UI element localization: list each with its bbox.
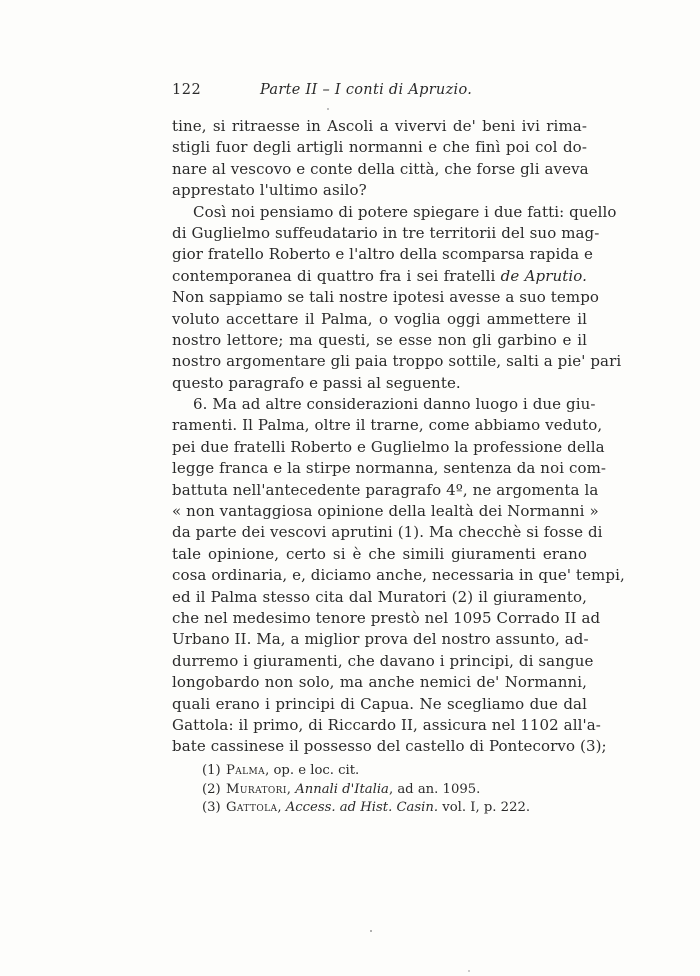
text-line: quali erano i principi di Capua. Ne scegliamo due dal (172, 694, 587, 713)
footnote-text: , ad an. 1095. (388, 781, 481, 797)
text-line: durremo i giuramenti, che davano i principi, di sangue (172, 651, 594, 670)
text-line: tale opinione, certo si è che simili giuramenti erano (172, 544, 587, 563)
page-number: 122 (172, 82, 202, 98)
text-line: ramenti. Il Palma, oltre il trarne, come abbiamo veduto, (172, 416, 603, 435)
scan-speck (370, 930, 372, 932)
running-title: Parte II – I conti di Apruzio. (260, 82, 473, 98)
italic-term: de Aprutio. (500, 266, 587, 285)
footnote-separator: , (277, 800, 286, 815)
text-line: « non vantaggiosa opinione della lealtà dei Normanni » (172, 502, 599, 521)
text-line: Gattola: il primo, di Riccardo II, assicura nel 1102 all'a- (172, 715, 601, 734)
text-line: legge franca e la stirpe normanna, sentenza da noi com- (172, 459, 607, 478)
text-line (172, 266, 587, 287)
text-line: questo paragrafo e passi al seguente. (172, 373, 461, 392)
section-6-start-line: 6. Ma ad altre considerazioni danno luogo i due giu- (193, 395, 596, 414)
text-line: pei due fratelli Roberto e Guglielmo la professione della (172, 437, 605, 456)
footnote-author: Muratori (226, 781, 287, 797)
text-line: che nel medesimo tenore prestò nel 1095 Corrado II ad (172, 608, 601, 627)
footnote-2 (202, 781, 582, 800)
text-line: nostro lettore; ma questi, se esse non gli garbino e il (172, 330, 587, 349)
footnote-1 (202, 762, 582, 781)
footnote-number: (1) (202, 763, 221, 778)
footnote-3 (202, 799, 582, 818)
footnote-number: (3) (202, 800, 221, 815)
text-line: nare al vescovo e conte della città, che forse gli aveva (172, 159, 589, 178)
text-line: battuta nell'antecedente paragrafo 4º, ne argomenta la (172, 480, 599, 499)
text-span: contemporanea di quattro fra i sei fratelli (172, 266, 501, 285)
scan-speck (468, 970, 470, 972)
footnote-separator: , (286, 781, 296, 797)
text-line: di Guglielmo suffeudatario in tre territorii del suo mag- (172, 223, 600, 242)
text-line: stigli fuor degli artigli normanni e che finì poi col do- (172, 138, 587, 157)
footnote-text: , op. e loc. cit. (265, 763, 360, 778)
text-line: da parte dei vescovi aprutini (1). Ma checchè si fosse di (172, 523, 603, 542)
footnotes (202, 762, 582, 818)
text-line: tine, si ritraesse in Ascoli a vivervi de' beni ivi rima- (172, 117, 587, 135)
text-line: ed il Palma stesso cita dal Muratori (2) il giuramento, (172, 587, 587, 606)
paragraph-start-line: Così noi pensiamo di potere spiegare i due fatti: quello (193, 202, 617, 221)
text-line: gior fratello Roberto e l'altro della scomparsa rapida e (172, 245, 593, 264)
footnote-title: Annali d'Italia (295, 781, 389, 797)
running-head (172, 80, 572, 100)
footnote-title: Access. ad Hist. Casin. (285, 800, 439, 815)
text-line: voluto accettare il Palma, o voglia oggi ammettere il (172, 309, 587, 328)
body-text (172, 116, 625, 758)
text-line: longobardo non solo, ma anche nemici de' Normanni, (172, 673, 587, 692)
footnote-author: Palma (226, 763, 266, 778)
text-line: nostro argomentare gli paia troppo sottile, salti a pie' pari (172, 352, 622, 371)
text-line: apprestato l'ultimo asilo? (172, 181, 367, 200)
text-line: Urbano II. Ma, a miglior prova del nostro assunto, ad- (172, 630, 589, 649)
scan-speck (327, 108, 329, 110)
text-line: Non sappiamo se tali nostre ipotesi avesse a suo tempo (172, 288, 600, 307)
footnote-author: Gattola (226, 800, 278, 815)
text-line: bate cassinese il possesso del castello di Pontecorvo (3); (172, 737, 607, 756)
footnote-text: vol. I, p. 222. (438, 800, 531, 815)
text-line: cosa ordinaria, e, diciamo anche, necessaria in que' tempi, (172, 566, 625, 585)
footnote-number: (2) (202, 781, 221, 797)
